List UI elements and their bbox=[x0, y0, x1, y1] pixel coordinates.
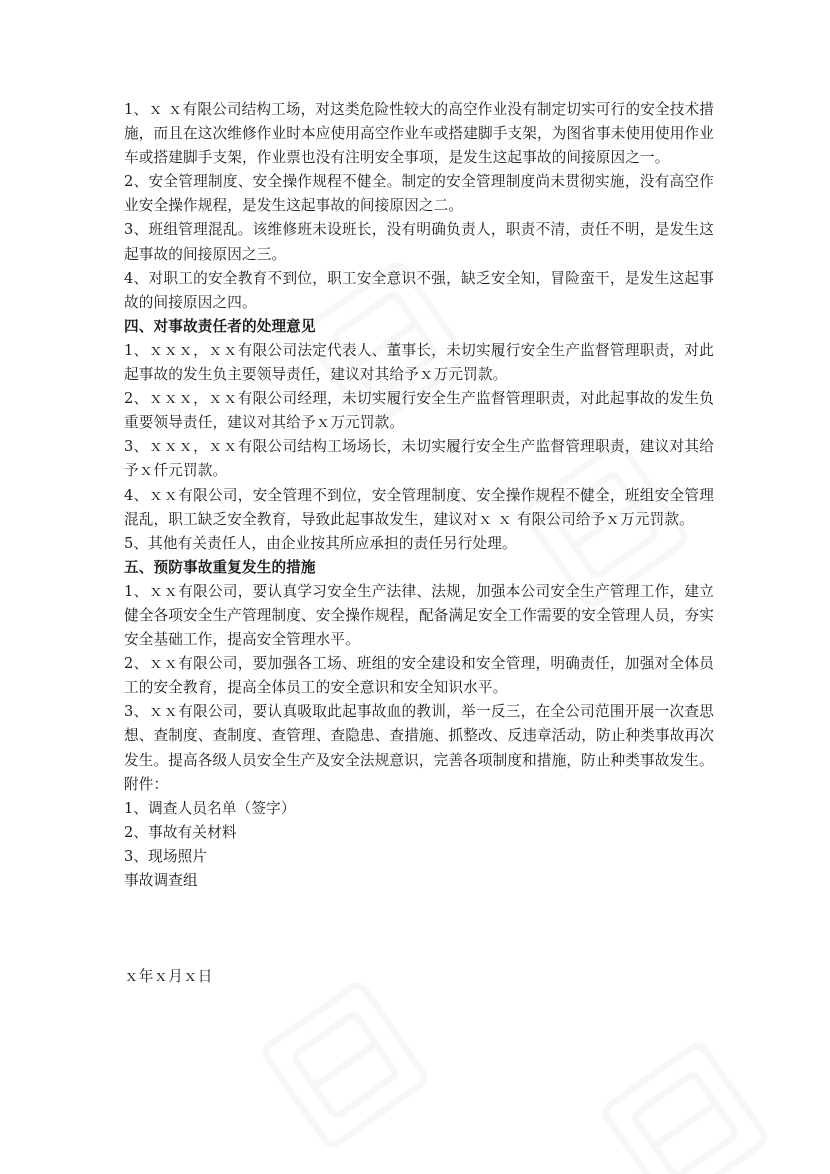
cause-paragraph: 3、班组管理混乱。该维修班未设班长，没有明确负责人，职责不清，责任不明，是发生这起事故的间接原因之三。 bbox=[124, 221, 714, 263]
prevention-paragraph: 2、ｘｘ有限公司，要加强各工场、班组的安全建设和安全管理，明确责任，加强对全体员工的安全教育，提高全体员工的安全意识和安全知识水平。 bbox=[124, 655, 714, 697]
section-heading-handling: 四、对事故责任者的处理意见 bbox=[124, 317, 316, 335]
document-body bbox=[124, 98, 714, 989]
signature: 事故调查组 bbox=[124, 872, 198, 889]
attachment-item: 3、现场照片 bbox=[124, 847, 208, 865]
document-date: ｘ年ｘ月ｘ日 bbox=[124, 968, 213, 986]
watermark-seal-icon bbox=[600, 1040, 770, 1174]
handling-paragraph: 4、ｘｘ有限公司，安全管理不到位，安全管理制度、安全操作规程不健全，班组安全管理混乱，职工缺乏安全教育，导致此起事故发生，建议对ｘ ｘ 有限公司给予ｘ万元罚款。 bbox=[124, 486, 714, 528]
attachment-item: 1、调查人员名单（签字） bbox=[124, 799, 296, 817]
signature-spacer bbox=[124, 893, 714, 965]
handling-paragraph: 3、ｘｘｘ，ｘｘ有限公司结构工场场长，未切实履行安全生产监督管理职责，建议对其给予ｘ仟元罚款。 bbox=[124, 438, 714, 480]
handling-paragraph: 1、ｘｘｘ，ｘｘ有限公司法定代表人、董事长，未切实履行安全生产监督管理职责，对此起事故的发生负主要领导责任，建议对其给予ｘ万元罚款。 bbox=[124, 341, 714, 384]
attachment-item: 2、事故有关材料 bbox=[124, 823, 237, 841]
handling-paragraph: 5、其他有关责任人，由企业按其所应承担的责任另行处理。 bbox=[124, 534, 517, 552]
prevention-paragraph: 3、ｘｘ有限公司，要认真吸取此起事故血的教训，举一反三，在全公司范围开展一次查思想、查制度、查制度、查管理、查隐患、查措施、抓整改、反违章活动，防止种类事故再次发生。提高各级人员安全生产及安全法规意识，完善各项制度和措施，防止种类事故发生。 bbox=[124, 703, 714, 769]
cause-paragraph: 4、对职工的安全教育不到位，职工安全意识不强，缺乏安全知，冒险蛮干，是发生这起事故的间接原因之四。 bbox=[124, 269, 714, 311]
section-heading-prevention: 五、预防事故重复发生的措施 bbox=[124, 558, 316, 576]
attachments-label: 附件： bbox=[124, 775, 169, 793]
handling-paragraph: 2、ｘｘｘ，ｘｘ有限公司经理，未切实履行安全生产监督管理职责，对此起事故的发生负重要领导责任，建议对其给予ｘ万元罚款。 bbox=[124, 390, 714, 432]
prevention-paragraph: 1、ｘｘ有限公司，要认真学习安全生产法律、法规，加强本公司安全生产管理工作，建立健全各项安全生产管理制度、安全操作规程，配备满足安全工作需要的安全管理人员，夯实安全基础工作，提高安全管理水平。 bbox=[124, 582, 714, 649]
cause-paragraph: 2、安全管理制度、安全操作规程不健全。制定的安全管理制度尚未贯彻实施，没有高空作业安全操作规程，是发生这起事故的间接原因之二。 bbox=[124, 173, 714, 215]
cause-paragraph: 1、ｘ ｘ有限公司结构工场，对这类危险性较大的高空作业没有制定切实可行的安全技术措施，而且在这次维修作业时本应使用高空作业车或搭建脚手支架，为图省事未使用使用作业车或搭建脚手支架，作业票也没有注明安全事项，是发生这起事故的间接原因之一。 bbox=[124, 101, 714, 167]
watermark-seal-icon bbox=[260, 980, 430, 1150]
